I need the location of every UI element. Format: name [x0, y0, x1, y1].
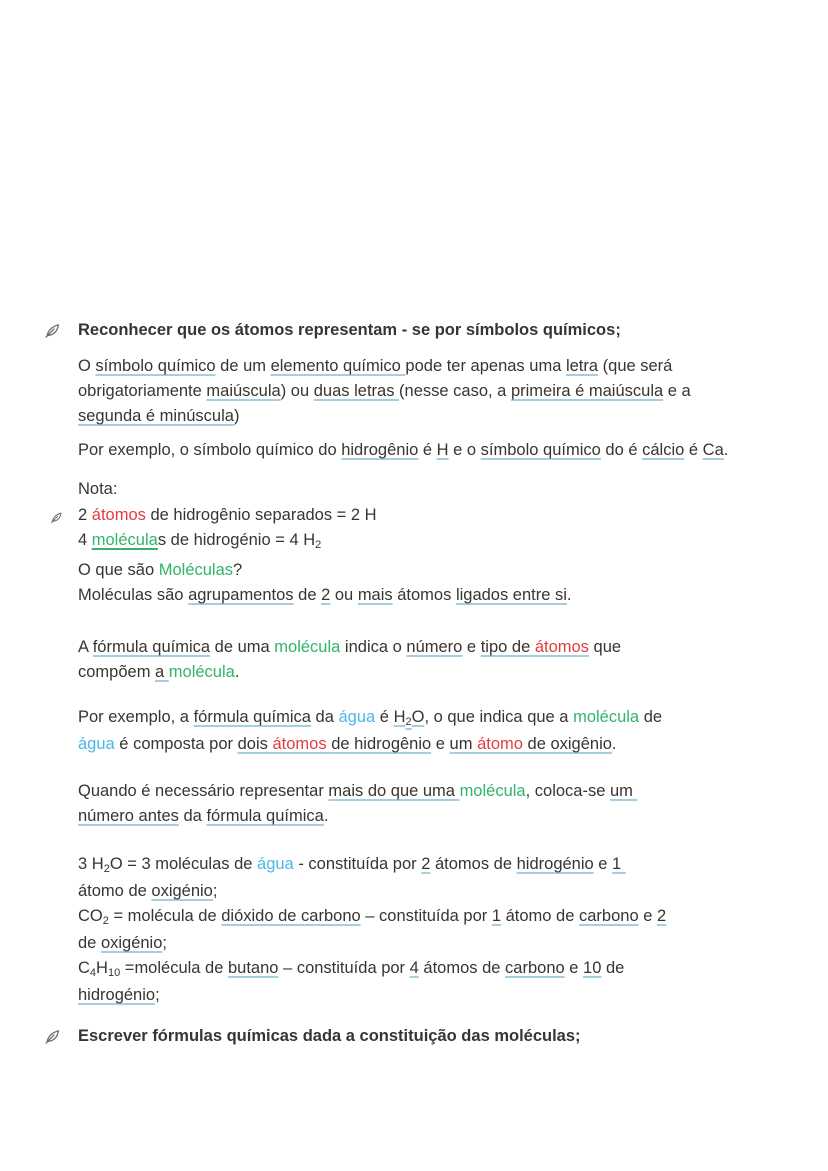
text-run: e [564, 959, 584, 977]
text-line [78, 931, 792, 956]
text-run: 2 [421, 855, 431, 873]
text-run: letra [565, 357, 599, 375]
text-run: de [601, 959, 625, 977]
text-run: carbono [579, 907, 639, 925]
text-run: 10 [107, 967, 121, 979]
text-run: 1 [612, 855, 626, 873]
text-run: ou [330, 586, 358, 604]
text-run: Ca [702, 441, 724, 459]
text-run: Moléculas são [78, 586, 189, 604]
text-run: – constituída por [278, 959, 410, 977]
text-run: símbolo químico [480, 441, 601, 459]
text-run: a [155, 663, 169, 681]
text-run: ) ou [280, 382, 314, 400]
text-run: 2 [405, 716, 412, 728]
text-run: de um [215, 357, 271, 375]
text-run: de uma [210, 638, 275, 656]
text-run: 2 [315, 539, 322, 551]
text-run: (que será [598, 357, 673, 375]
text-run: Escrever fórmulas químicas dada a constituição das moléculas; [78, 1027, 581, 1045]
text-run: pode ter apenas uma [405, 357, 566, 375]
text-line [78, 879, 792, 904]
text-run: molécula [573, 708, 640, 726]
text-line [78, 1024, 792, 1049]
text-run: símbolo químico [95, 357, 216, 375]
heading-escrever-formulas [78, 1024, 792, 1049]
para-formula-quimica [78, 635, 792, 685]
leaf-icon [44, 1028, 61, 1045]
text-run: Nota: [78, 480, 118, 498]
text-run: átomo de [501, 907, 579, 925]
text-run: e [462, 638, 481, 656]
text-line [78, 904, 792, 931]
text-run: átomos [272, 735, 332, 753]
text-run: 2 [78, 506, 92, 524]
text-run: butano [228, 959, 279, 977]
text-line [78, 583, 792, 608]
text-line [78, 503, 792, 528]
text-run: de [639, 708, 663, 726]
text-line [78, 354, 792, 379]
text-run: um [609, 782, 638, 800]
text-run: oxigénio [151, 882, 213, 900]
text-run: mais [357, 586, 393, 604]
para-quando-representar [78, 779, 792, 829]
text-run: dióxido de carbono [221, 907, 361, 925]
text-run: – constituída por [360, 907, 492, 925]
bullet-nota-exemplos [78, 503, 792, 555]
text-run: A [78, 638, 93, 656]
text-run: ? [233, 561, 243, 579]
para-nota [78, 477, 792, 502]
text-run: molécula [459, 782, 526, 800]
text-run: . [611, 735, 617, 753]
text-run: 2 [321, 586, 331, 604]
para-simbolo-quimico [78, 354, 792, 429]
text-line [78, 635, 792, 660]
text-run: O [78, 357, 96, 375]
text-run: s de hidrogénio = 4 H [157, 531, 316, 549]
text-run: número antes [78, 807, 179, 825]
text-run: hidrogénio [516, 855, 594, 873]
text-run: tipo de [480, 638, 535, 656]
text-run: de hidrogênio separados = 2 H [145, 506, 377, 524]
text-run: Por exemplo, a [78, 708, 194, 726]
text-run: maiúscula [206, 382, 281, 400]
text-line [78, 779, 792, 804]
text-run: duas letras [313, 382, 400, 400]
text-run: O que são [78, 561, 159, 579]
text-run: e [593, 855, 613, 873]
text-run: ; [162, 934, 167, 952]
text-run: 4 [78, 531, 92, 549]
text-run: e a [663, 382, 691, 400]
text-run: hidrogênio [341, 441, 419, 459]
text-run: fórmula química [92, 638, 211, 656]
heading-atomos-simbolos [78, 318, 792, 343]
text-line [78, 660, 792, 685]
text-run: , coloca-se [525, 782, 610, 800]
text-run: é [684, 441, 703, 459]
text-run: fórmula química [206, 807, 324, 825]
text-run: 10 [583, 959, 602, 977]
text-run: e o [448, 441, 481, 459]
text-line [78, 477, 792, 502]
text-run: Moléculas [158, 561, 234, 579]
text-run: é composta por [114, 735, 238, 753]
text-run: O = 3 moléculas de [109, 855, 258, 873]
para-exemplo-agua [78, 705, 792, 757]
text-run: mais do que uma [328, 782, 460, 800]
text-run: O [411, 708, 425, 726]
text-run: átomos de [430, 855, 517, 873]
text-run: = molécula de [108, 907, 222, 925]
text-run: é [375, 708, 394, 726]
text-run: primeira é maiúscula [510, 382, 664, 400]
text-run: da [310, 708, 339, 726]
text-run: de [78, 934, 101, 952]
text-run: =molécula de [120, 959, 228, 977]
text-run: cálcio [642, 441, 685, 459]
text-run: . [566, 586, 572, 604]
text-run: Por exemplo, o símbolo químico do [78, 441, 342, 459]
text-run: - constituída por [293, 855, 422, 873]
text-run: H [393, 708, 406, 726]
text-run: 2 [657, 907, 667, 925]
text-run: de hidrogênio [331, 735, 432, 753]
text-run: de [293, 586, 322, 604]
text-line [78, 804, 792, 829]
text-run: Quando é necessário representar [78, 782, 329, 800]
text-run: oxigénio [100, 934, 163, 952]
text-run: ligados entre si [455, 586, 567, 604]
text-line [78, 528, 792, 555]
text-run: um [449, 735, 478, 753]
text-run: água [78, 735, 115, 753]
leaf-icon [50, 511, 63, 524]
text-run: átomos [392, 586, 456, 604]
text-run: 1 [491, 907, 502, 925]
text-run: agrupamentos [188, 586, 294, 604]
text-run: número [406, 638, 463, 656]
text-run: . [323, 807, 329, 825]
text-run: que [588, 638, 622, 656]
text-run: compõem [78, 663, 156, 681]
text-run: ; [212, 882, 218, 900]
text-run: obrigatoriamente [78, 382, 207, 400]
text-run: é [418, 441, 437, 459]
text-line [78, 404, 792, 429]
text-run: ; [155, 986, 160, 1004]
text-run: átomo [477, 735, 528, 753]
text-line [78, 318, 792, 343]
text-line [78, 956, 792, 983]
text-run: CO [78, 907, 103, 925]
text-run: molécula [168, 663, 235, 681]
text-run: molécula [91, 531, 158, 549]
text-run: molécula [274, 638, 341, 656]
text-run: dois [237, 735, 273, 753]
text-run: . [234, 663, 240, 681]
text-run: indica o [340, 638, 407, 656]
text-run: e [638, 907, 657, 925]
text-run: da [178, 807, 207, 825]
text-run: . [723, 441, 729, 459]
text-line [78, 438, 792, 463]
text-run: H [96, 959, 108, 977]
text-run: H [436, 441, 449, 459]
text-run: átomos [91, 506, 146, 524]
text-line [78, 558, 792, 583]
text-run: átomos de [418, 959, 506, 977]
text-run: átomos [534, 638, 589, 656]
text-run: de oxigênio [527, 735, 612, 753]
text-run: , o que indica que a [424, 708, 574, 726]
text-run: hidrogénio [78, 986, 156, 1004]
text-run: do é [600, 441, 643, 459]
text-run: água [338, 708, 376, 726]
text-run: (nesse caso, a [399, 382, 511, 400]
text-run: ) [233, 407, 240, 425]
text-run: átomo de [78, 882, 152, 900]
para-exemplos-formulas [78, 852, 792, 1008]
text-line [78, 379, 792, 404]
leaf-icon [44, 322, 61, 339]
text-run: e [431, 735, 450, 753]
text-line [78, 852, 792, 879]
text-line [78, 983, 792, 1008]
text-run: elemento químico [270, 357, 406, 375]
para-exemplo-simbolos [78, 438, 792, 463]
text-run: 3 H [78, 855, 104, 873]
text-run: água [257, 855, 294, 873]
text-run: 2 [102, 915, 109, 927]
text-line [78, 732, 792, 757]
text-run: fórmula química [193, 708, 311, 726]
text-run: 4 [409, 959, 419, 977]
para-o-que-sao-moleculas [78, 558, 792, 608]
text-run: segunda é minúscula [78, 407, 234, 425]
text-run: 4 [89, 967, 97, 979]
text-line [78, 705, 792, 732]
text-run: Reconhecer que os átomos representam - se por símbolos químicos; [78, 321, 621, 339]
text-run: 2 [103, 863, 110, 875]
text-run: C [78, 959, 90, 977]
text-run: carbono [505, 959, 565, 977]
